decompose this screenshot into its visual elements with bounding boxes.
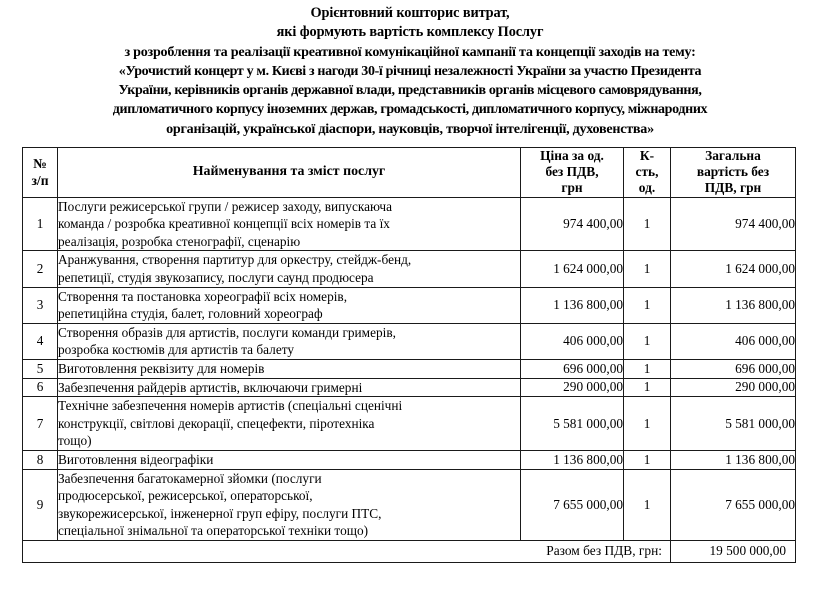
row-unit-price: 5 581 000,00 — [521, 397, 624, 451]
row-service-name-line: реалізація, розробка стенографії, сценарію — [58, 233, 301, 249]
row-service-name-line: Створення образів для артистів, послуги команди гримерів, — [58, 324, 396, 340]
row-service-name-line: конструкції, світлові декорації, спецефекти, піротехніка — [58, 415, 375, 431]
row-number: 3 — [23, 287, 58, 323]
row-quantity: 1 — [624, 469, 671, 540]
row-service-name-line: продюсерської, режисерської, операторської, — [58, 488, 313, 504]
header-service-name: Найменування та зміст послуг — [58, 148, 521, 198]
row-quantity: 1 — [624, 359, 671, 378]
title-line-2: які формують вартість комплексу Послуг — [276, 24, 544, 41]
row-service-name — [58, 359, 521, 378]
row-service-name-line: тощо) — [58, 433, 92, 449]
row-service-name-line: звукорежисерської, інженерної груп ефіру, послуги ПТС, — [58, 505, 382, 521]
row-number: 7 — [23, 397, 58, 451]
row-service-name-line: репетиційна студія, балет, головний хореограф — [58, 306, 323, 322]
row-quantity: 1 — [624, 251, 671, 287]
row-unit-price: 1 136 800,00 — [521, 287, 624, 323]
row-service-name — [58, 378, 521, 397]
document-title — [0, 0, 820, 139]
row-quantity: 1 — [624, 397, 671, 451]
row-number: 9 — [23, 469, 58, 540]
row-quantity: 1 — [624, 378, 671, 397]
header-unit-price-line1: Ціна за од. — [540, 148, 604, 163]
row-unit-price: 406 000,00 — [521, 323, 624, 359]
table-body — [23, 197, 796, 562]
estimate-table-container — [22, 147, 795, 563]
table-row — [23, 359, 796, 378]
estimate-table — [22, 147, 796, 563]
table-row — [23, 450, 796, 469]
table-row — [23, 197, 796, 251]
row-service-name — [58, 197, 521, 251]
header-unit-price — [521, 148, 624, 198]
header-quantity-line2: сть, — [635, 164, 659, 180]
row-total-cost: 406 000,00 — [671, 323, 796, 359]
row-quantity: 1 — [624, 323, 671, 359]
row-quantity: 1 — [624, 287, 671, 323]
title-line-6: дипломатичного корпусу іноземних держав, громадськості, дипломатичного корпусу, міжнародних — [112, 102, 708, 118]
row-total-cost: 5 581 000,00 — [671, 397, 796, 451]
row-number: 6 — [23, 378, 58, 397]
header-total-cost-line3: ПДВ, грн — [704, 180, 762, 196]
row-service-name-line: Технічне забезпечення номерів артистів (спеціальні сценічні — [58, 398, 403, 414]
row-number: 8 — [23, 450, 58, 469]
row-service-name — [58, 323, 521, 359]
row-number: 2 — [23, 251, 58, 287]
header-total-cost-line1: Загальна — [705, 148, 761, 163]
header-quantity — [624, 148, 671, 198]
row-total-cost: 1 136 800,00 — [671, 287, 796, 323]
row-unit-price: 974 400,00 — [521, 197, 624, 251]
row-number: 4 — [23, 323, 58, 359]
row-total-cost: 1 624 000,00 — [671, 251, 796, 287]
row-number: 1 — [23, 197, 58, 251]
row-total-cost: 696 000,00 — [671, 359, 796, 378]
grand-total-label: Разом без ПДВ, грн: — [23, 540, 671, 562]
title-line-1: Орієнтовний кошторис витрат, — [310, 5, 510, 21]
row-service-name-line: Виготовлення реквізиту для номерів — [58, 360, 265, 376]
row-service-name-line: Створення та постановка хореографії всіх номерів, — [58, 288, 348, 304]
row-total-cost: 1 136 800,00 — [671, 450, 796, 469]
row-service-name-line: команда / розробка креативної концепції всіх номерів та їх — [58, 216, 390, 232]
row-unit-price: 290 000,00 — [521, 378, 624, 397]
row-service-name-line: Забезпечення багатокамерної зйомки (послуги — [58, 470, 322, 486]
title-line-4: «Урочистий концерт у м. Києві з нагоди 30-ї річниці незалежності України за участю Президента — [118, 63, 702, 79]
row-unit-price: 7 655 000,00 — [521, 469, 624, 540]
row-service-name-line: Аранжування, створення партитур для оркестру, стейдж-бенд, — [58, 252, 412, 268]
row-service-name — [58, 469, 521, 540]
header-unit-price-line3: грн — [561, 180, 583, 196]
table-row — [23, 251, 796, 287]
row-total-cost: 974 400,00 — [671, 197, 796, 251]
row-service-name — [58, 450, 521, 469]
grand-total-value: 19 500 000,00 — [671, 540, 796, 562]
row-service-name — [58, 287, 521, 323]
row-unit-price: 696 000,00 — [521, 359, 624, 378]
row-unit-price: 1 136 800,00 — [521, 450, 624, 469]
header-quantity-line3: од. — [638, 180, 656, 196]
header-quantity-line1: К- — [639, 148, 655, 163]
table-row — [23, 397, 796, 451]
table-row — [23, 469, 796, 540]
row-number: 5 — [23, 359, 58, 378]
header-number-line1: № — [33, 156, 47, 172]
row-service-name-line: Виготовлення відеографіки — [58, 451, 214, 467]
row-total-cost: 290 000,00 — [671, 378, 796, 397]
row-service-name — [58, 251, 521, 287]
row-total-cost: 7 655 000,00 — [671, 469, 796, 540]
title-line-5: України, керівників органів державної влади, представників органів місцевого самоврядування, — [118, 83, 702, 99]
header-row — [23, 148, 796, 198]
row-service-name-line: розробка костюмів для артистів та балету — [58, 342, 295, 358]
row-service-name-line: спеціальної знімальної та операторської техніки тощо) — [58, 523, 369, 539]
header-total-cost-line2: вартість без — [696, 164, 770, 180]
row-service-name-line: Забезпечення райдерів артистів, включаючи гримерні — [58, 379, 363, 395]
row-service-name-line: репетиції, студія звукозапису, послуги саунд продюсера — [58, 269, 374, 285]
table-row — [23, 323, 796, 359]
table-header — [23, 148, 796, 198]
header-number — [23, 148, 58, 198]
header-unit-price-line2: без ПДВ, — [545, 164, 599, 180]
row-service-name-line: Послуги режисерської групи / режисер заходу, випускаюча — [58, 198, 393, 214]
header-number-line2: з/п — [31, 173, 49, 189]
table-row — [23, 378, 796, 397]
header-total-cost — [671, 148, 796, 198]
row-service-name — [58, 397, 521, 451]
row-quantity: 1 — [624, 450, 671, 469]
table-row — [23, 287, 796, 323]
title-line-7: організацій, української діаспори, науковців, творчої інтелігенції, духовенства» — [166, 120, 654, 137]
grand-total-row — [23, 540, 796, 562]
row-unit-price: 1 624 000,00 — [521, 251, 624, 287]
title-line-3: з розроблення та реалізації креативної комунікаційної кампанії та концепції заходів на тему: — [124, 43, 696, 60]
row-quantity: 1 — [624, 197, 671, 251]
